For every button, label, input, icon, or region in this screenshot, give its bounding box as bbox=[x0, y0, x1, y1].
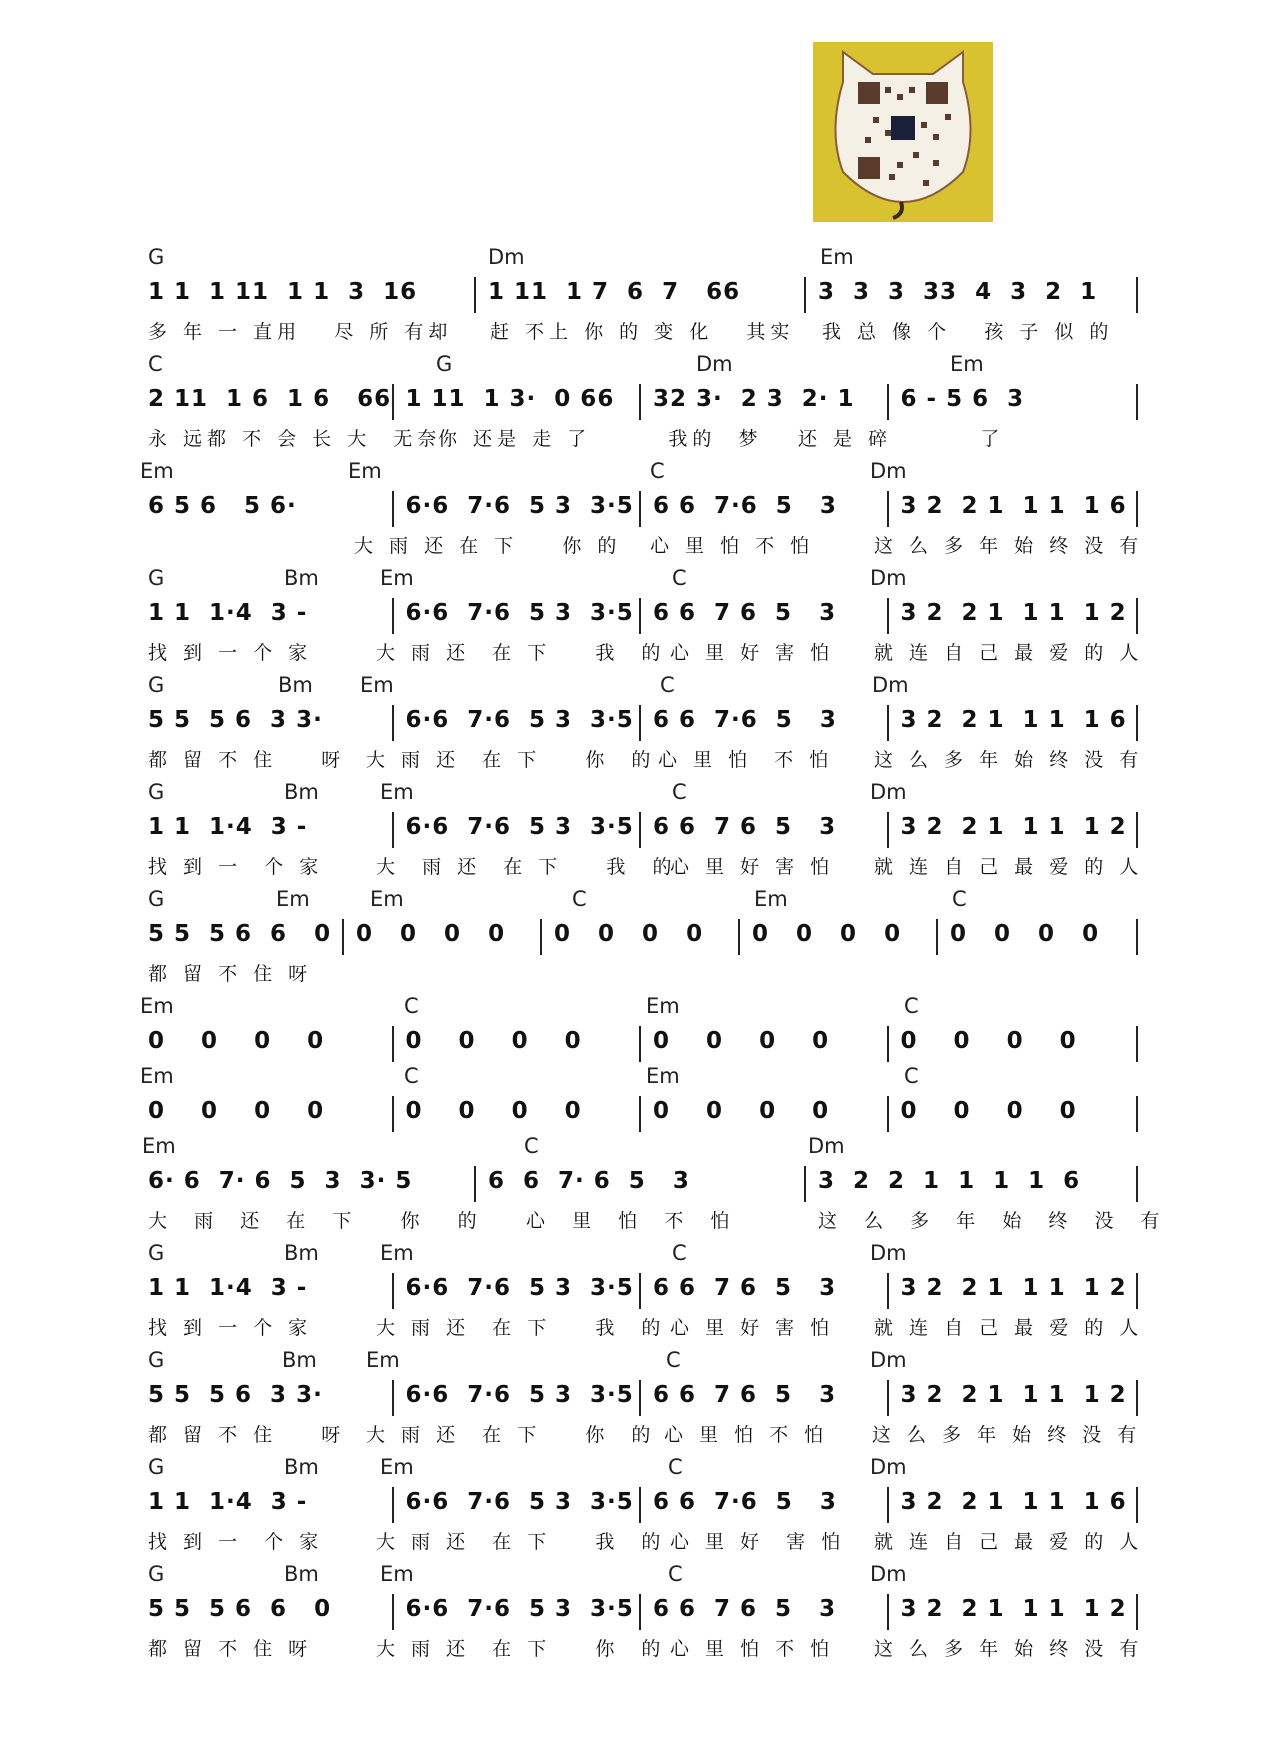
lyrics-line bbox=[148, 1420, 1142, 1448]
lyrics-line bbox=[148, 424, 1138, 452]
measure-notes: 6 6 7· 6 5 3 bbox=[488, 1168, 690, 1194]
score-row bbox=[148, 887, 1138, 994]
lyrics-line bbox=[148, 317, 1138, 345]
lyric-text: 我 总 像 个 孩 子 似 的 bbox=[822, 321, 1114, 343]
chord-line bbox=[148, 887, 1138, 913]
measure-notes: 5 5 5 6 6 0 bbox=[148, 1596, 332, 1622]
measure-notes: 6·6 7·6 5 3 3·5 bbox=[405, 600, 634, 626]
measure-notes: 1 1 1·4 3 - bbox=[148, 600, 308, 626]
chord-line bbox=[148, 245, 1138, 271]
chord-symbol: G bbox=[148, 780, 165, 804]
lyric-text: 都 留 不 住 呀 bbox=[148, 749, 346, 771]
chord-symbol: Bm bbox=[284, 1562, 319, 1586]
measure-notes: 0 0 0 0 bbox=[950, 921, 1100, 947]
lyric-text: 这 么 多 年 始 终 没 有 bbox=[874, 535, 1144, 557]
bar-line bbox=[392, 1594, 394, 1630]
notation-line bbox=[148, 487, 1138, 527]
bar-line bbox=[887, 1026, 889, 1062]
chord-symbol: G bbox=[148, 566, 165, 590]
notation-line bbox=[148, 273, 1138, 313]
score-row bbox=[148, 566, 1144, 673]
chord-symbol: Em bbox=[140, 1064, 174, 1088]
chord-symbol: C bbox=[904, 994, 919, 1018]
score-row bbox=[148, 352, 1138, 459]
measure-notes: 1 1 1 11 1 1 3 16 bbox=[148, 279, 418, 305]
lyrics-line bbox=[148, 1527, 1144, 1555]
lyrics-line bbox=[148, 1206, 1165, 1234]
lyric-text: 心 里 好 害 怕 bbox=[670, 1317, 835, 1339]
measure-notes: 3 2 2 1 1 1 1 2 bbox=[900, 1596, 1127, 1622]
chord-symbol: C bbox=[572, 887, 587, 911]
chord-line bbox=[148, 566, 1138, 592]
measure-notes: 3 2 2 1 1 1 1 2 bbox=[900, 600, 1127, 626]
measure-notes: 5 5 5 6 6 0 bbox=[148, 921, 332, 947]
chord-symbol: C bbox=[404, 994, 419, 1018]
cat-qr-icon bbox=[813, 42, 993, 222]
chord-symbol: C bbox=[672, 780, 687, 804]
measure-notes: 6 6 7·6 5 3 bbox=[653, 493, 837, 519]
measure-notes: 3 2 2 1 1 1 1 6 bbox=[900, 707, 1127, 733]
chord-symbol: C bbox=[404, 1064, 419, 1088]
chord-symbol: G bbox=[148, 887, 165, 911]
lyric-text: 你 还是 走 了 我的 梦 bbox=[438, 428, 763, 450]
measure-notes: 0 0 0 0 bbox=[356, 921, 506, 947]
bar-line bbox=[392, 598, 394, 634]
chord-symbol: Em bbox=[646, 994, 680, 1018]
bar-line bbox=[342, 919, 344, 955]
bar-line bbox=[392, 491, 394, 527]
lyric-text: 找 到 一 个 家 bbox=[148, 642, 313, 664]
bar-line bbox=[1136, 919, 1138, 955]
bar-line bbox=[936, 919, 938, 955]
lyric-text: 赶 不上 你 的 变 化 其实 bbox=[490, 321, 795, 343]
chord-symbol: C bbox=[650, 459, 665, 483]
lyrics-line bbox=[148, 959, 1138, 987]
chord-symbol: Em bbox=[646, 1064, 680, 1088]
measure-notes: 6 6 7·6 5 3 bbox=[653, 707, 837, 733]
chord-symbol: C bbox=[666, 1348, 681, 1372]
chord-symbol: Dm bbox=[870, 566, 907, 590]
bar-line bbox=[887, 705, 889, 741]
bar-line bbox=[474, 1166, 476, 1202]
chord-line bbox=[148, 780, 1138, 806]
bar-line bbox=[639, 1594, 641, 1630]
chord-line bbox=[140, 1064, 1138, 1090]
chord-symbol: Em bbox=[360, 673, 394, 697]
score-row bbox=[140, 1064, 1138, 1134]
lyric-text: 心 里 怕 不 怕 bbox=[658, 749, 834, 771]
measure-notes: 0 0 0 0 bbox=[148, 1098, 325, 1124]
notation-line bbox=[148, 915, 1138, 955]
bar-line bbox=[1136, 1380, 1138, 1416]
measure-notes: 3 3 3 33 4 3 2 1 bbox=[818, 279, 1098, 305]
chord-symbol: Em bbox=[950, 352, 984, 376]
bar-line bbox=[639, 1273, 641, 1309]
chord-symbol: Em bbox=[380, 1455, 414, 1479]
lyric-text: 就 连 自 己 最 爱 的 人 bbox=[874, 642, 1144, 664]
chord-symbol: Em bbox=[380, 1562, 414, 1586]
lyrics-line bbox=[148, 638, 1144, 666]
chord-symbol: G bbox=[148, 1241, 165, 1265]
chord-symbol: C bbox=[672, 1241, 687, 1265]
lyric-text: 大 雨 还 在 下 我 的 bbox=[376, 1317, 666, 1339]
bar-line bbox=[1136, 1096, 1138, 1132]
chord-symbol: G bbox=[148, 673, 165, 697]
measure-notes: 6 6 7 6 5 3 bbox=[653, 1275, 837, 1301]
measure-notes: 6 6 7 6 5 3 bbox=[653, 1382, 837, 1408]
chord-symbol: Dm bbox=[870, 459, 907, 483]
bar-line bbox=[887, 1487, 889, 1523]
measure-notes: 5 5 5 6 3 3· bbox=[148, 1382, 323, 1408]
bar-line bbox=[639, 1026, 641, 1062]
measure-notes: 0 0 0 0 bbox=[405, 1028, 582, 1054]
lyric-text: 大 雨 还 在 下 我 的 bbox=[376, 1531, 666, 1553]
score-row bbox=[148, 1455, 1144, 1562]
chord-symbol: G bbox=[148, 1455, 165, 1479]
bar-line bbox=[1136, 705, 1138, 741]
score-row bbox=[148, 780, 1144, 887]
chord-symbol: Dm bbox=[870, 1562, 907, 1586]
notation-line bbox=[148, 594, 1138, 634]
bar-line bbox=[639, 491, 641, 527]
notation-line bbox=[148, 701, 1138, 741]
chord-symbol: Bm bbox=[284, 1455, 319, 1479]
chord-line bbox=[140, 994, 1138, 1020]
chord-line bbox=[148, 352, 1138, 378]
bar-line bbox=[639, 1487, 641, 1523]
measure-notes: 6·6 7·6 5 3 3·5 bbox=[405, 493, 634, 519]
chord-symbol: Dm bbox=[870, 1455, 907, 1479]
measure-notes: 0 0 0 0 bbox=[148, 1028, 325, 1054]
chord-symbol: C bbox=[952, 887, 967, 911]
chord-symbol: Dm bbox=[696, 352, 733, 376]
measure-notes: 6·6 7·6 5 3 3·5 bbox=[405, 1489, 634, 1515]
score-row bbox=[148, 1241, 1144, 1348]
notation-line bbox=[148, 1092, 1138, 1132]
chord-symbol: Bm bbox=[282, 1348, 317, 1372]
bar-line bbox=[392, 1487, 394, 1523]
notation-line bbox=[148, 1376, 1138, 1416]
lyric-text: 心 里 好 害 怕 bbox=[670, 1531, 846, 1553]
measure-notes: 3 2 2 1 1 1 1 2 bbox=[900, 1382, 1127, 1408]
measure-notes: 0 0 0 0 bbox=[900, 1028, 1077, 1054]
bar-line bbox=[540, 919, 542, 955]
measure-notes: 0 0 0 0 bbox=[900, 1098, 1077, 1124]
bar-line bbox=[887, 491, 889, 527]
chord-symbol: Bm bbox=[278, 673, 313, 697]
chord-symbol: Bm bbox=[284, 780, 319, 804]
bar-line bbox=[639, 705, 641, 741]
measure-notes: 6 6 7 6 5 3 bbox=[653, 1596, 837, 1622]
chord-symbol: C bbox=[672, 566, 687, 590]
lyrics-line bbox=[148, 1634, 1144, 1662]
lyric-text: 就 连 自 己 最 爱 的 人 bbox=[874, 1317, 1144, 1339]
chord-line bbox=[148, 673, 1138, 699]
chord-symbol: Em bbox=[754, 887, 788, 911]
measure-notes: 1 11 1 7 6 7 66 bbox=[488, 279, 741, 305]
bar-line bbox=[1136, 1487, 1138, 1523]
lyric-text: 还 是 碎 了 bbox=[798, 428, 1005, 450]
measure-notes: 3 2 2 1 1 1 1 2 bbox=[900, 814, 1127, 840]
chord-line bbox=[148, 1455, 1138, 1481]
sheet-music bbox=[140, 245, 1165, 1669]
measure-notes: 3 2 2 1 1 1 1 6 bbox=[900, 1489, 1127, 1515]
bar-line bbox=[1136, 277, 1138, 313]
bar-line bbox=[1136, 1166, 1138, 1202]
measure-notes: 2 11 1 6 1 6 66 bbox=[148, 386, 392, 412]
bar-line bbox=[639, 384, 641, 420]
lyric-text: 都 留 不 住 呀 bbox=[148, 1638, 313, 1660]
bar-line bbox=[639, 1096, 641, 1132]
chord-symbol: C bbox=[904, 1064, 919, 1088]
chord-symbol: Em bbox=[380, 566, 414, 590]
bar-line bbox=[392, 384, 394, 420]
chord-symbol: G bbox=[148, 1348, 165, 1372]
score-row bbox=[148, 1348, 1142, 1455]
chord-symbol: Em bbox=[366, 1348, 400, 1372]
chord-symbol: C bbox=[668, 1562, 683, 1586]
lyric-text: 找 到 一 个 家 bbox=[148, 1531, 324, 1553]
bar-line bbox=[639, 812, 641, 848]
lyric-text: 这 么 多 年 始 终 没 有 bbox=[818, 1210, 1165, 1232]
bar-line bbox=[804, 1166, 806, 1202]
bar-line bbox=[639, 598, 641, 634]
lyric-text: 这 么 多 年 始 终 没 有 bbox=[872, 1424, 1142, 1446]
bar-line bbox=[392, 1026, 394, 1062]
score-row bbox=[140, 994, 1138, 1064]
bar-line bbox=[887, 812, 889, 848]
chord-line bbox=[142, 1134, 1138, 1160]
chord-symbol: Em bbox=[820, 245, 854, 269]
chord-symbol: Dm bbox=[872, 673, 909, 697]
measure-notes: 0 0 0 0 bbox=[554, 921, 704, 947]
bar-line bbox=[887, 1380, 889, 1416]
lyric-text: 就 连 自 己 最 爱 的 人 bbox=[874, 1531, 1144, 1553]
chord-symbol: Bm bbox=[284, 1241, 319, 1265]
lyric-text: 都 留 不 住 呀 bbox=[148, 963, 313, 985]
bar-line bbox=[887, 598, 889, 634]
measure-notes: 3 2 2 1 1 1 1 2 bbox=[900, 1275, 1127, 1301]
lyric-text: 都 留 不 住 呀 bbox=[148, 1424, 346, 1446]
lyric-text: 这 么 多 年 始 终 没 有 bbox=[874, 749, 1144, 771]
chord-symbol: Dm bbox=[488, 245, 525, 269]
bar-line bbox=[1136, 812, 1138, 848]
chord-symbol: C bbox=[148, 352, 163, 376]
lyric-text: 大 雨 还 在 下 你 的 bbox=[354, 535, 622, 557]
score-row bbox=[148, 245, 1138, 352]
measure-notes: 6·6 7·6 5 3 3·5 bbox=[405, 707, 634, 733]
chord-symbol: Dm bbox=[808, 1134, 845, 1158]
notation-line bbox=[148, 808, 1138, 848]
measure-notes: 3 2 2 1 1 1 1 6 bbox=[900, 493, 1127, 519]
notation-line bbox=[148, 1483, 1138, 1523]
score-row bbox=[140, 459, 1144, 566]
bar-line bbox=[392, 812, 394, 848]
lyric-text: 大 雨 还 在 下 我 的 bbox=[376, 642, 666, 664]
notation-line bbox=[148, 1590, 1138, 1630]
chord-symbol: C bbox=[524, 1134, 539, 1158]
measure-notes: 6 6 7 6 5 3 bbox=[653, 600, 837, 626]
measure-notes: 6·6 7·6 5 3 3·5 bbox=[405, 814, 634, 840]
lyric-text: 找 到 一 个 家 bbox=[148, 1317, 313, 1339]
lyric-text: 大 雨 还 在 下 你 的 bbox=[376, 1638, 666, 1660]
lyrics-line bbox=[148, 531, 1144, 559]
lyric-text: 心 里 怕 不 怕 bbox=[664, 1424, 829, 1446]
measure-notes: 32 3· 2 3 2· 1 bbox=[653, 386, 855, 412]
lyric-text: 心 里 好 害 怕 bbox=[670, 642, 835, 664]
chord-symbol: G bbox=[148, 245, 165, 269]
measure-notes: 1 11 1 3· 0 66 bbox=[405, 386, 615, 412]
lyric-text: 找 到 一 个 家 bbox=[148, 856, 324, 878]
score-row bbox=[142, 1134, 1165, 1241]
chord-symbol: Em bbox=[140, 459, 174, 483]
chord-symbol: Dm bbox=[870, 1348, 907, 1372]
measure-notes: 6 - 5 6 3 bbox=[900, 386, 1025, 412]
lyric-text: 大 雨 还 在 下 你 的 bbox=[148, 1210, 482, 1232]
bar-line bbox=[392, 1096, 394, 1132]
lyrics-line bbox=[148, 1313, 1144, 1341]
measure-notes: 1 1 1·4 3 - bbox=[148, 1489, 308, 1515]
chord-symbol: Em bbox=[380, 1241, 414, 1265]
lyrics-line bbox=[148, 852, 1144, 880]
qr-code-image bbox=[813, 42, 993, 222]
lyric-text: 心 里 好 害 怕 bbox=[670, 856, 835, 878]
notation-line bbox=[148, 1162, 1138, 1202]
measure-notes: 5 5 5 6 3 3· bbox=[148, 707, 323, 733]
chord-symbol: Bm bbox=[284, 566, 319, 590]
measure-notes: 6·6 7·6 5 3 3·5 bbox=[405, 1382, 634, 1408]
bar-line bbox=[1136, 491, 1138, 527]
bar-line bbox=[1136, 598, 1138, 634]
lyric-text: 心 里 怕 不 怕 bbox=[526, 1210, 735, 1232]
bar-line bbox=[392, 705, 394, 741]
chord-symbol: C bbox=[668, 1455, 683, 1479]
chord-symbol: Em bbox=[348, 459, 382, 483]
bar-line bbox=[1136, 1273, 1138, 1309]
chord-symbol: C bbox=[660, 673, 675, 697]
lyric-text: 大 雨 还 在 下 你 的 bbox=[366, 1424, 656, 1446]
bar-line bbox=[804, 277, 806, 313]
bar-line bbox=[887, 384, 889, 420]
measure-notes: 6·6 7·6 5 3 3·5 bbox=[405, 1596, 634, 1622]
lyric-text: 大 雨 还 在 下 我 的 bbox=[376, 856, 677, 878]
lyric-text: 永 远都 不 会 长 大 无奈 bbox=[148, 428, 442, 450]
chord-symbol: G bbox=[148, 1562, 165, 1586]
bar-line bbox=[392, 1380, 394, 1416]
measure-notes: 1 1 1·4 3 - bbox=[148, 1275, 308, 1301]
chord-symbol: Em bbox=[370, 887, 404, 911]
bar-line bbox=[1136, 1026, 1138, 1062]
chord-symbol: Em bbox=[276, 887, 310, 911]
score-row bbox=[148, 673, 1144, 780]
notation-line bbox=[148, 1022, 1138, 1062]
measure-notes: 0 0 0 0 bbox=[653, 1098, 830, 1124]
measure-notes: 6 6 7·6 5 3 bbox=[653, 1489, 837, 1515]
chord-symbol: Em bbox=[140, 994, 174, 1018]
chord-symbol: Dm bbox=[870, 1241, 907, 1265]
chord-symbol: G bbox=[436, 352, 453, 376]
chord-line bbox=[148, 1241, 1138, 1267]
score-row bbox=[148, 1562, 1144, 1669]
chord-line bbox=[148, 1562, 1138, 1588]
lyric-text: 心 里 怕 不 怕 bbox=[670, 1638, 835, 1660]
lyric-text: 多 年 一 直用 尽 所 有却 bbox=[148, 321, 453, 343]
notation-line bbox=[148, 1269, 1138, 1309]
bar-line bbox=[474, 277, 476, 313]
bar-line bbox=[887, 1594, 889, 1630]
lyric-text: 大 雨 还 在 下 你 的 bbox=[366, 749, 656, 771]
bar-line bbox=[1136, 384, 1138, 420]
chord-symbol: Em bbox=[380, 780, 414, 804]
bar-line bbox=[1136, 1594, 1138, 1630]
bar-line bbox=[887, 1273, 889, 1309]
measure-notes: 0 0 0 0 bbox=[752, 921, 902, 947]
bar-line bbox=[887, 1096, 889, 1132]
measure-notes: 6 6 7 6 5 3 bbox=[653, 814, 837, 840]
measure-notes: 1 1 1·4 3 - bbox=[148, 814, 308, 840]
notation-line bbox=[148, 380, 1138, 420]
chord-line bbox=[140, 459, 1138, 485]
bar-line bbox=[639, 1380, 641, 1416]
chord-symbol: Dm bbox=[870, 780, 907, 804]
lyric-text: 就 连 自 己 最 爱 的 人 bbox=[874, 856, 1144, 878]
chord-line bbox=[148, 1348, 1138, 1374]
measure-notes: 0 0 0 0 bbox=[653, 1028, 830, 1054]
measure-notes: 3 2 2 1 1 1 1 6 bbox=[818, 1168, 1081, 1194]
measure-notes: 0 0 0 0 bbox=[405, 1098, 582, 1124]
chord-symbol: Em bbox=[142, 1134, 176, 1158]
measure-notes: 6·6 7·6 5 3 3·5 bbox=[405, 1275, 634, 1301]
lyric-text: 这 么 多 年 始 终 没 有 bbox=[874, 1638, 1144, 1660]
lyrics-line bbox=[148, 745, 1144, 773]
measure-notes: 6 5 6 5 6· bbox=[148, 493, 297, 519]
bar-line bbox=[738, 919, 740, 955]
bar-line bbox=[392, 1273, 394, 1309]
lyric-text: 心 里 怕 不 怕 bbox=[650, 535, 815, 557]
measure-notes: 6· 6 7· 6 5 3 3· 5 bbox=[148, 1168, 413, 1194]
